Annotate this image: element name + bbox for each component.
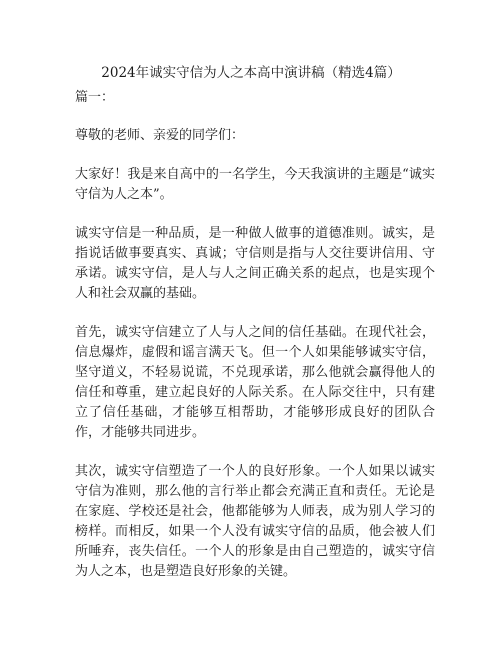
document-body — [75, 88, 435, 601]
salutation: 尊敬的老师、亲爱的同学们： — [75, 128, 245, 143]
paragraph-definition: 诚实守信是一种品质，是一种做人做事的道德准则。诚实，是指说话做事要真实、真诚；守信则是指与人交往要讲信用、守承诺。诚实守信，是人与人之间正确关系的起点，也是实现个人和社会双赢的基础。 — [75, 226, 435, 301]
section-label: 篇一： — [75, 90, 115, 105]
paragraph-image: 其次，诚实守信塑造了一个人的良好形象。一个人如果以诚实守信为准则，那么他的言行举止都会充满正直和责任。无论是在家庭、学校还是社会，他都能够为人师表，成为别人学习的榜样。而相反，如果一个人没有诚实守信的品质，他会被人们所唾弃，丧失信任。一个人的形象是由自己塑造的，诚实守信为人之本，也是塑造良好形象的关键。 — [75, 464, 435, 579]
document-title: 2024年诚实守信为人之本高中演讲稿（精选4篇） — [101, 65, 401, 81]
paragraph-intro: 大家好！我是来自高中的一名学生，今天我演讲的主题是“诚实守信为人之本”。 — [75, 167, 435, 202]
paragraph-trust: 首先，诚实守信建立了人与人之间的信任基础。在现代社会，信息爆炸，虚假和谣言满天飞。但一个人如果能够诚实守信，坚守道义，不轻易说谎，不兑现承诺，那么他就会赢得他人的信任和尊重，建立起良好的人际关系。在人际交往中，只有建立了信任基础，才能够互相帮助，才能够形成良好的团队合作，才能够共同进步。 — [75, 325, 435, 440]
